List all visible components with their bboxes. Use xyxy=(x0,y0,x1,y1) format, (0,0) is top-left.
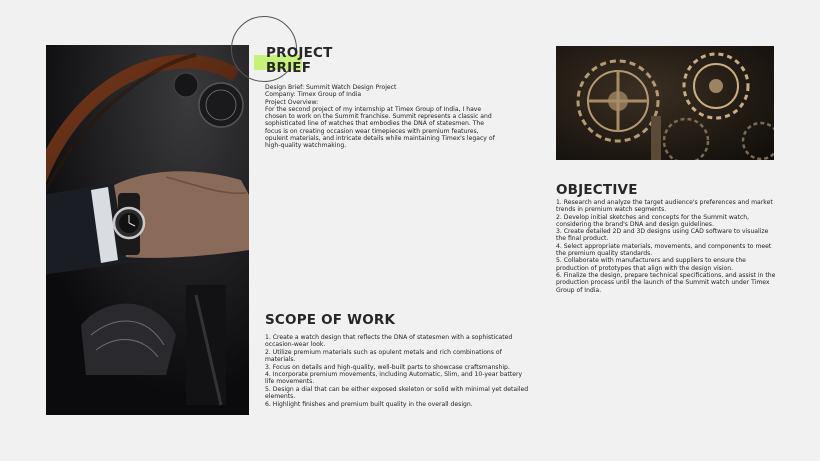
list-item: 5. Collaborate with manufacturers and suppliers to ensure the production of prototypes that align with the design vision. xyxy=(556,257,746,272)
list-item: 3. Create detailed 2D and 3D designs using CAD software to visualize the final product. xyxy=(556,228,769,243)
list-item: 4. Select appropriate materials, movements, and components to meet the premium quality standards. xyxy=(556,242,772,258)
list-item: 3. Focus on details and high-quality, well-built parts to showcase craftsmanship. xyxy=(265,363,510,371)
list-item: 1. Research and analyze the target audience's preferences and market trends in premium watch segments. xyxy=(556,199,773,214)
driver-wrist-watch-photo xyxy=(46,45,249,415)
project-brief-text xyxy=(265,84,497,150)
list-item: 2. Develop initial sketches and concepts for the Summit watch, considering the brand's DNA and design guidelines. xyxy=(556,213,750,228)
overview-label: Project Overview: xyxy=(265,98,319,106)
objective-list xyxy=(556,199,779,294)
gears-photo xyxy=(556,46,774,160)
list-item: 5. Design a dial that can be either exposed skeleton or solid with minimal yet detailed elements. xyxy=(265,385,529,401)
list-item: 6. Highlight finishes and premium built quality in the overall design. xyxy=(265,400,473,408)
scope-of-work-title: SCOPE OF WORK xyxy=(265,312,396,328)
list-item: 1. Create a watch design that reflects the DNA of statesmen with a sophisticated occasion-wear look. xyxy=(265,334,513,349)
overview-paragraph: For the second project of my internship at Timex Group of India, I have chosen to work on the Summit franchise. Summit represents a classic and sophisticated line of watches that embodies the DNA of statesmen. The focus is on creating occasion wear timepieces with premium features, opulent materials, and intricate details while maintaining Timex's legacy of high-quality watchmaking. xyxy=(265,105,495,150)
design-brief-line: Design Brief: Summit Watch Design Project xyxy=(265,84,397,91)
company-line: Company: Timex Group of India xyxy=(265,91,362,99)
list-item: 2. Utilize premium materials such as opulent metals and rich combinations of materials. xyxy=(265,348,502,364)
objective-title: OBJECTIVE xyxy=(556,182,638,198)
list-item: 6. Finalize the design, prepare technical specifications, and assist in the production process until the launch of the Summit watch under Timex Group of India. xyxy=(556,271,776,294)
list-item: 4. Incorporate premium movements, including Automatic, Slim, and 10-year battery life movements. xyxy=(265,371,523,386)
project-brief-title: PROJECT BRIEF xyxy=(266,45,333,76)
scope-of-work-list xyxy=(265,334,533,408)
